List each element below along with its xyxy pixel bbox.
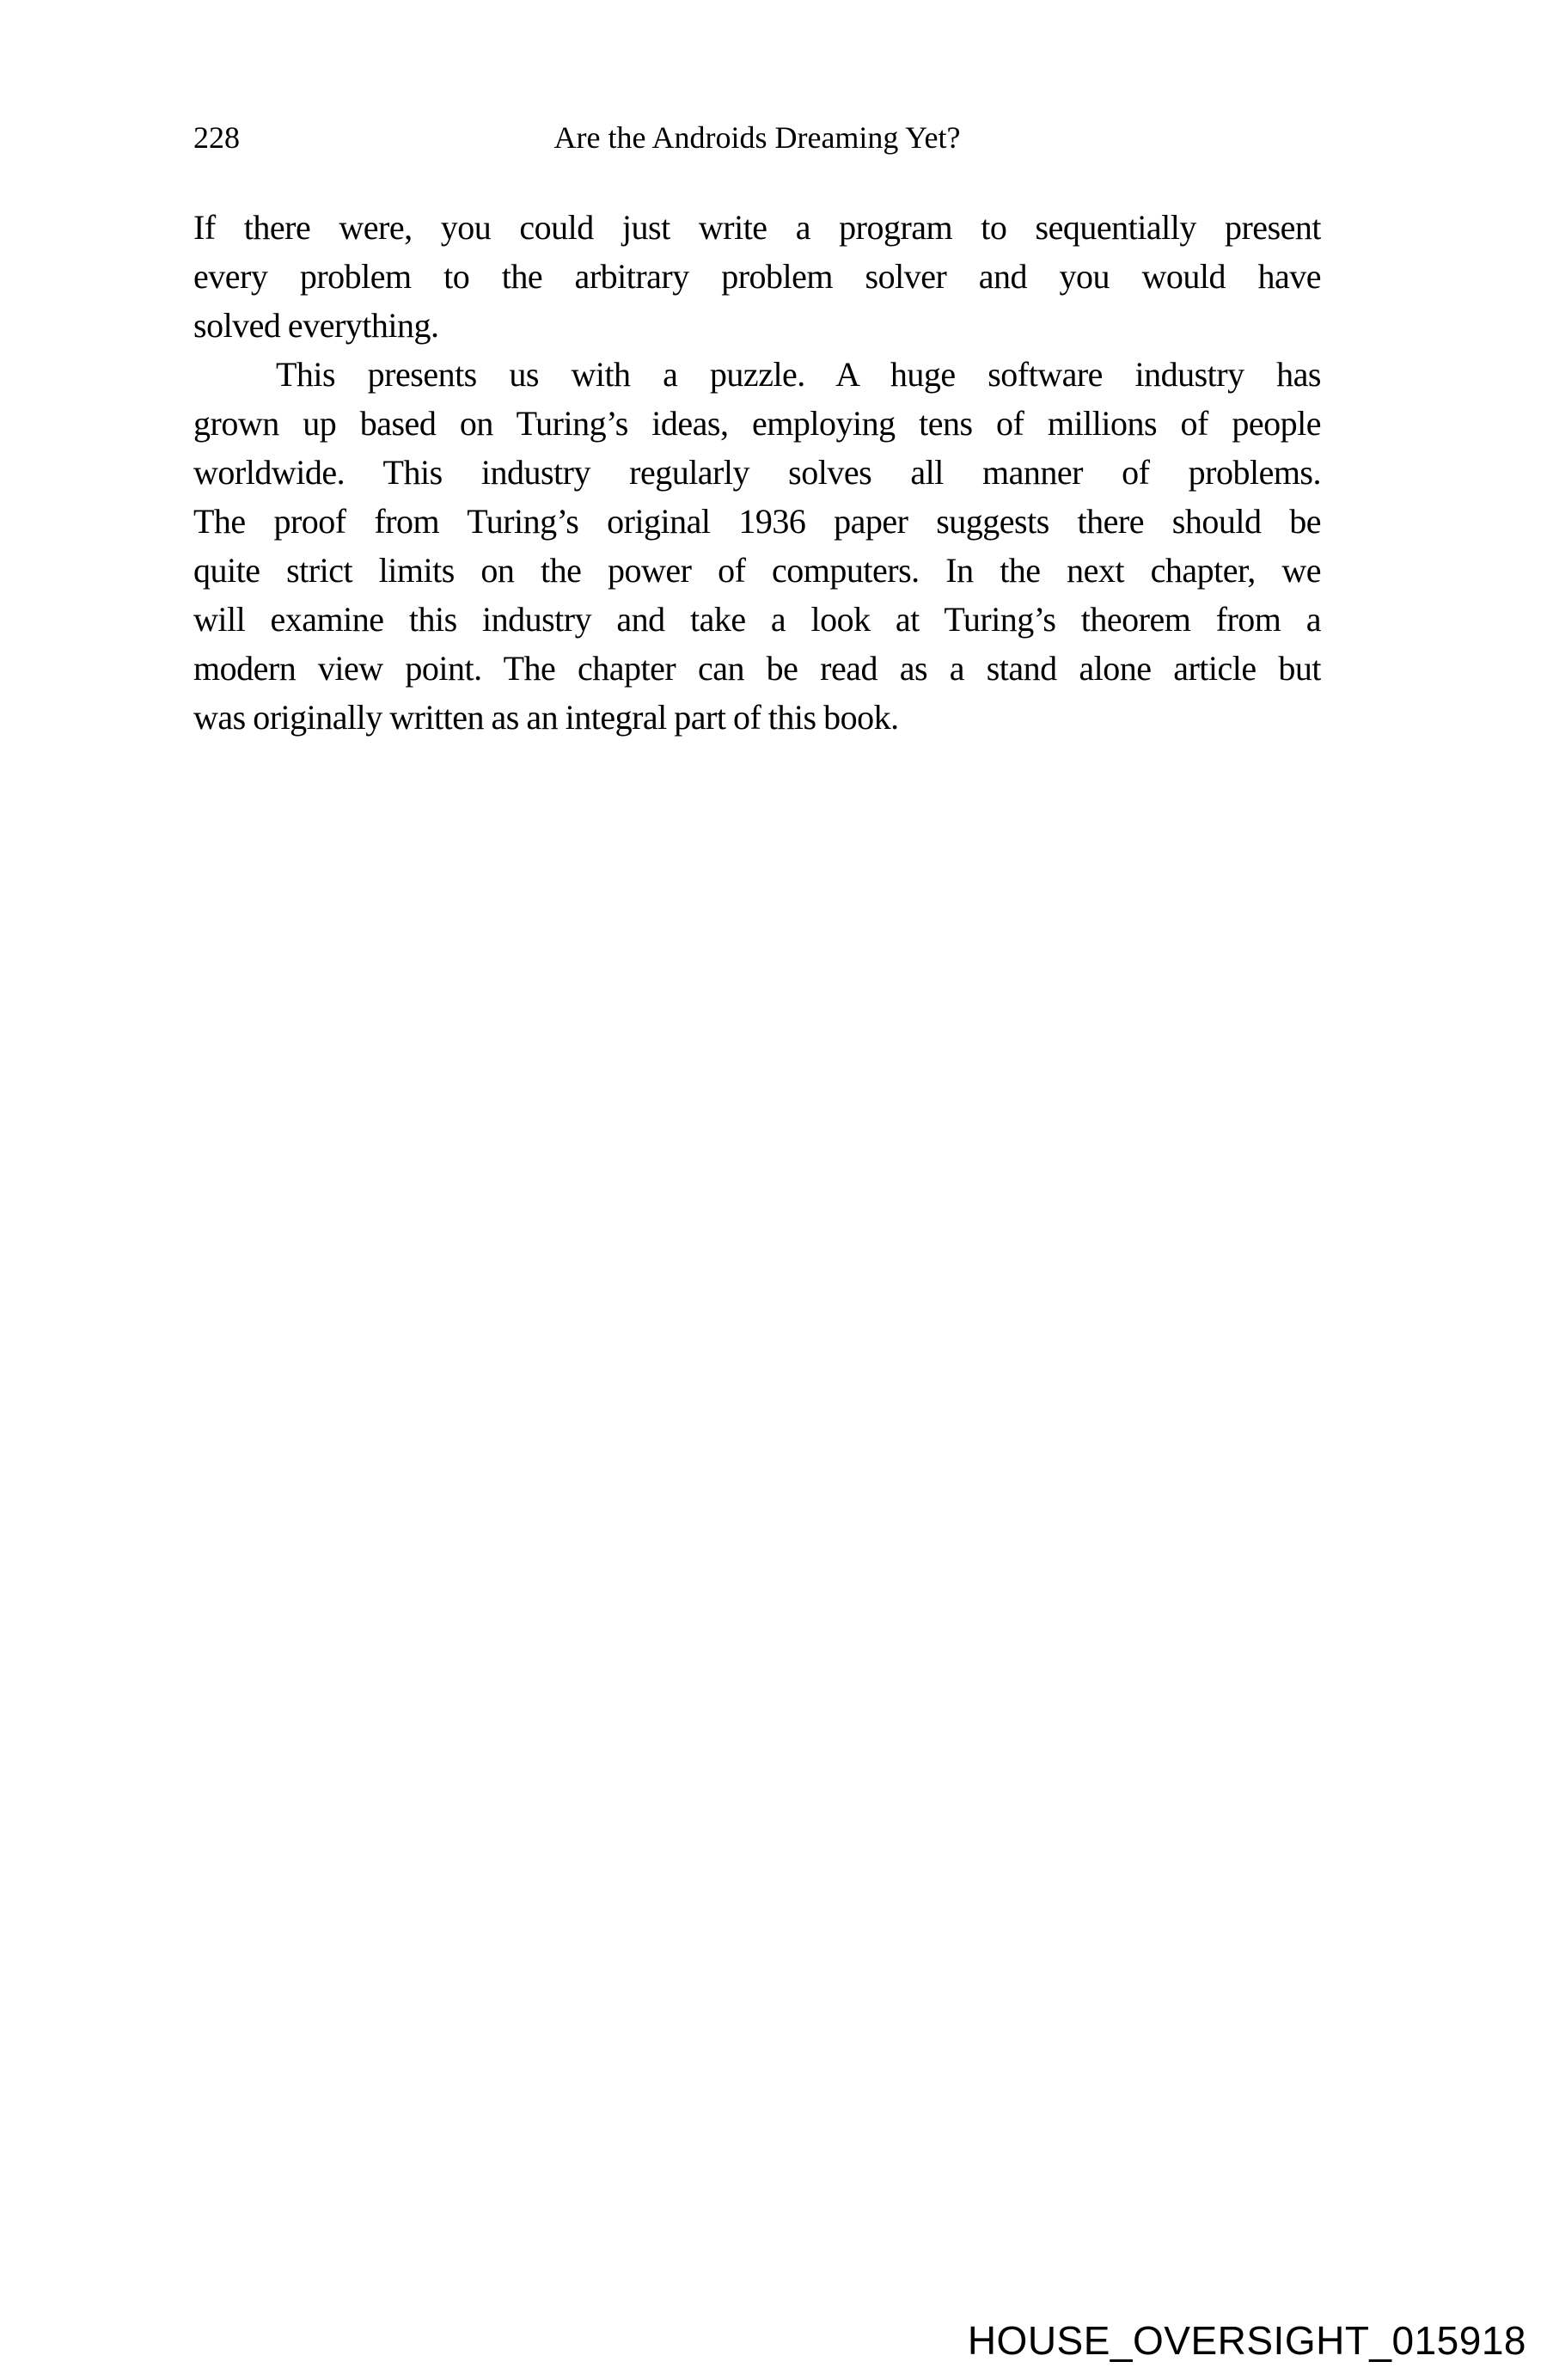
- paragraph-2: [193, 350, 1321, 742]
- body-line: worldwide. This industry regularly solves all manner of problems.: [193, 453, 1321, 492]
- paragraph-1: [193, 203, 1321, 350]
- bates-stamp: HOUSE_OVERSIGHT_015918: [967, 2318, 1526, 2363]
- body-line: was originally written as an integral part of this book.: [193, 698, 899, 737]
- body-line: The proof from Turing’s original 1936 paper suggests there should be: [193, 502, 1321, 541]
- body-line: solved everything.: [193, 306, 439, 345]
- body-line: If there were, you could just write a program to sequentially present: [193, 208, 1321, 247]
- body-line: grown up based on Turing’s ideas, employing tens of millions of people: [193, 404, 1321, 443]
- body-line: every problem to the arbitrary problem solver and you would have: [193, 257, 1321, 296]
- body-line: will examine this industry and take a look at Turing’s theorem from a: [193, 600, 1321, 639]
- running-title: Are the Androids Dreaming Yet?: [553, 120, 961, 155]
- body-text: [193, 203, 1321, 742]
- body-line: modern view point. The chapter can be read as a stand alone article but: [193, 649, 1321, 688]
- page-number: 228: [193, 120, 240, 155]
- body-line: quite strict limits on the power of computers. In the next chapter, we: [193, 551, 1321, 590]
- running-header: [193, 120, 1321, 155]
- body-line: This presents us with a puzzle. A huge software industry has: [276, 355, 1321, 394]
